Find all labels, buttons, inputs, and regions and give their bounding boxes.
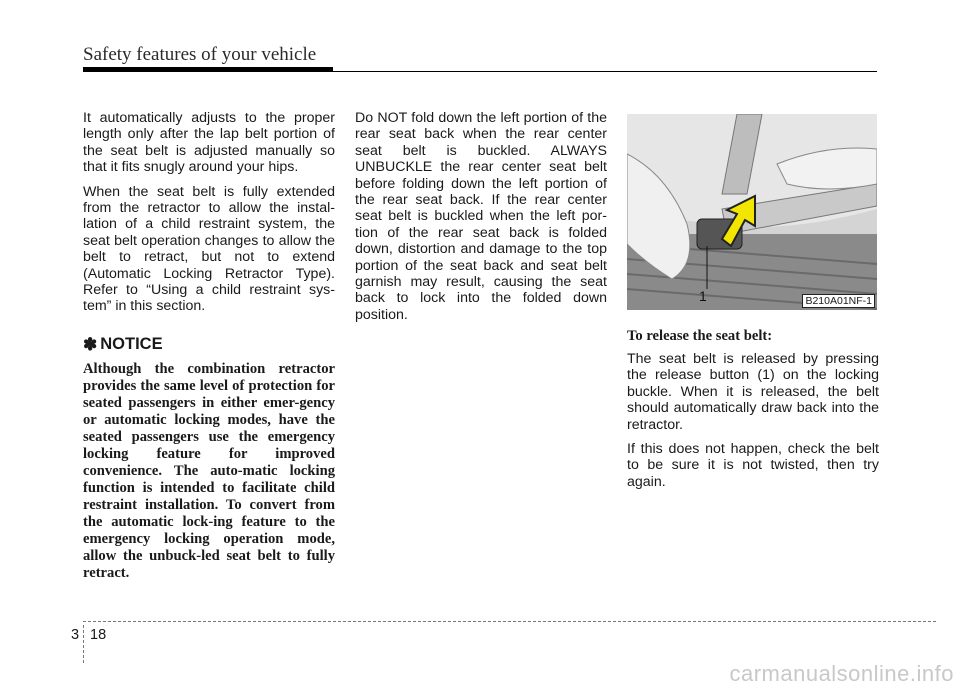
subheading-release-seat-belt: To release the seat belt: <box>627 328 773 344</box>
paragraph: If this does not happen, check the belt to be sure it is not twisted, then try again. <box>627 441 879 490</box>
paragraph: Do NOT fold down the left portion of the rear seat back when the rear center seat belt is buckled. ALWAYS UNBUCKLE the rear center seat belt before folding down the left portion of the rear seat back. If the rear center seat belt is buckled when the left por-tion of the rear seat back is folded down, distortion and damage to the top portion of the seat back and seat belt garnish may result, causing the seat back to lock into the folded down position. <box>355 110 607 323</box>
column-2 <box>355 110 607 331</box>
header-title: Safety features of your vehicle <box>83 44 317 65</box>
footer-rule <box>83 621 936 622</box>
watermark: carmanualsonline.info <box>729 661 954 686</box>
footer-divider <box>83 625 84 663</box>
page-number: 18 <box>90 627 107 643</box>
chapter-number: 3 <box>71 627 80 643</box>
seat-belt-release-illustration <box>627 114 877 310</box>
notice-heading <box>83 335 335 355</box>
notice-text: Although the combination retractor provides the same level of protection for seated passengers in either emer-gency or automatic locking modes, have the seated passengers use the emergency locking feature for improved convenience. The auto-matic locking function is intended to facilitate child restraint installation. To convert from the automatic lock-ing feature to the emergency locking operation mode, allow the unbuck-led seat belt to fully retract. <box>83 360 335 581</box>
figure-code: B210A01NF-1 <box>802 294 875 308</box>
notice-title: NOTICE <box>100 335 163 354</box>
header-rule-thin <box>83 71 877 72</box>
figure-callout-number: 1 <box>699 288 707 304</box>
paragraph: When the seat belt is fully extended from the retractor to allow the instal-lation of a child restraint system, the seat belt operation changes to allow the belt to retract, but not to extend (Automatic Locking Retractor Type). Refer to “Using a child restraint sys-tem” in this section. <box>83 183 335 315</box>
paragraph: It automatically adjusts to the proper length only after the lap belt portion of the seat belt is adjusted manually so that it fits snugly around your hips. <box>83 110 335 176</box>
paragraph: The seat belt is released by pressing the release button (1) on the locking buckle. When it is released, the belt should automatically draw back into the retractor. <box>627 351 879 433</box>
column-1 <box>83 110 335 582</box>
notice-mark-icon: ✽ <box>83 334 98 354</box>
illustration-graphic <box>627 114 877 310</box>
column-3 <box>627 114 879 498</box>
